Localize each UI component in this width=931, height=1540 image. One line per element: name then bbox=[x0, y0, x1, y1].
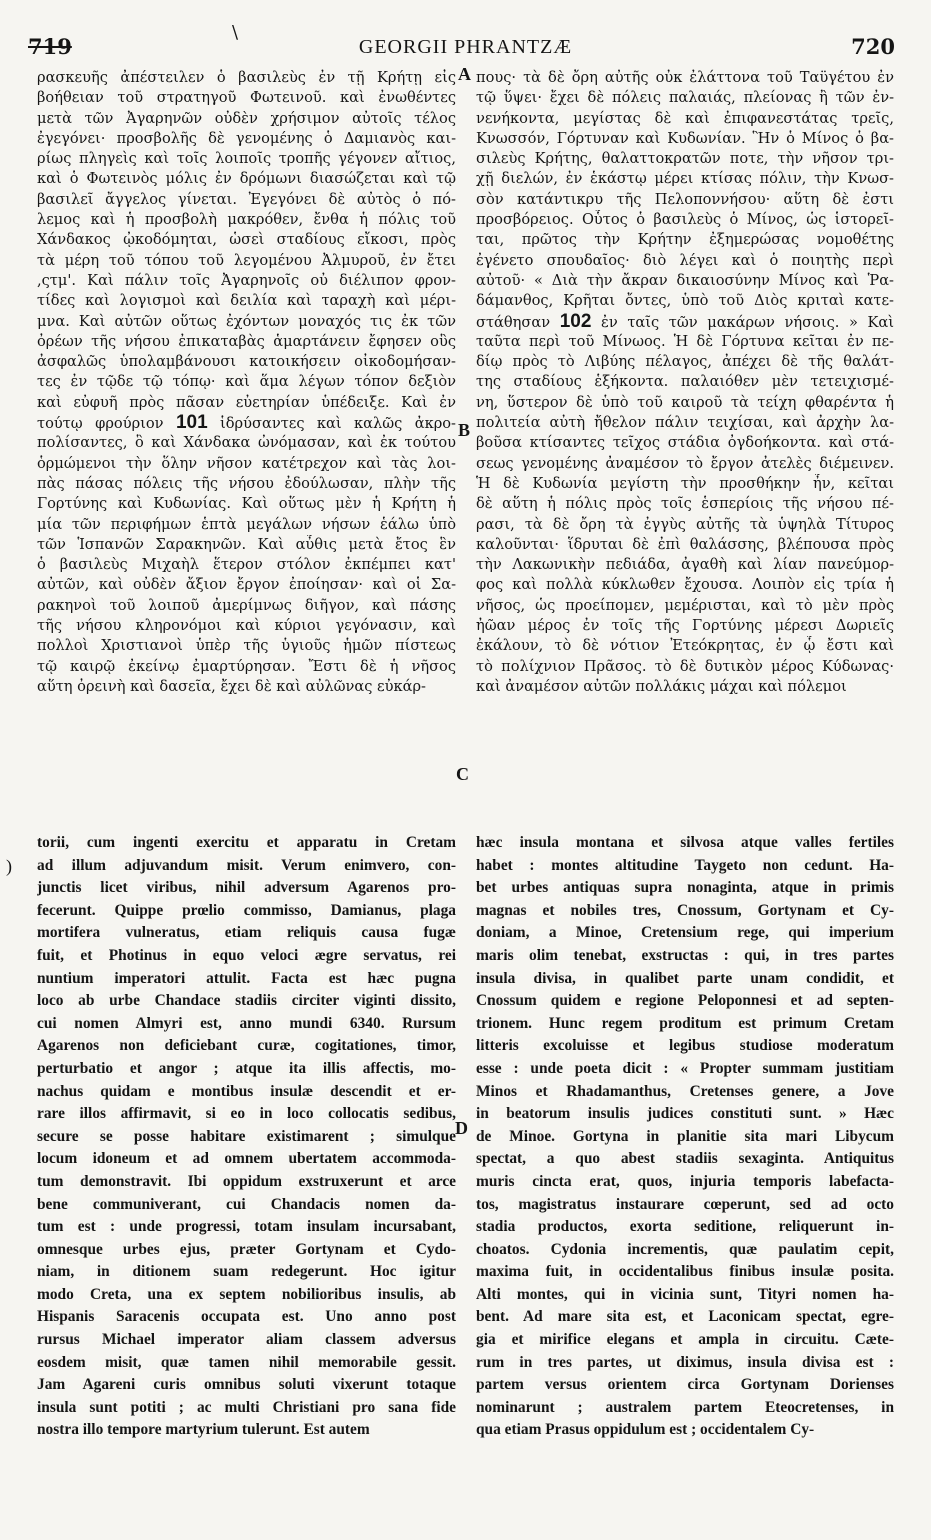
margin-letter-a: A bbox=[458, 64, 471, 84]
text-line: πὰς πάσας πόλεις τῆς νήσου ἐδούλωσαν, πλὴν τῆς bbox=[37, 474, 456, 492]
text-line: trionem. Hunc regem proditum est primum Cretam bbox=[476, 1014, 894, 1032]
text-line: δάμανθος, Κρῆται ὄντες, ὑπὸ τοῦ Διὸς κριταὶ κατε- bbox=[476, 292, 894, 310]
text-line: spectat, a quo abest stadiis sexaginta. Antiquitus bbox=[476, 1150, 894, 1168]
text-line: bent. Ad mare sita est, et Laconicam spectat, egre- bbox=[476, 1308, 894, 1326]
text-line: αὐτοῦ· « Διὰ τὴν ἄκραν δικαιοσύνην Μίνος καὶ Ῥα- bbox=[476, 271, 894, 289]
text-line: bet urbes antiquas supra nonaginta, atque in primis bbox=[476, 879, 894, 897]
text-line: τίδες καὶ λογισμοὶ καὶ δειλία καὶ ταραχὴ καὶ μέρι- bbox=[37, 292, 456, 310]
text-line: βοήθειαν τοῦ στρατηγοῦ Φωτεινοῦ. καὶ ἐνωθέντες bbox=[37, 89, 456, 107]
text-line: δὲ αὕτη ἡ πόλις πρὸς τοῖς ἑσπερίοις τῆς νήσου πέ- bbox=[476, 495, 894, 513]
text-line: ὁ βασιλεὺς Μιχαὴλ ἕτερον στόλον ἐκπέμπει κατ' bbox=[37, 556, 456, 574]
text-line: doniam, a Minoe, Cretensium rege, qui imperium bbox=[476, 924, 894, 942]
margin-tick-mark: \ bbox=[232, 22, 239, 43]
section-number: 101 bbox=[175, 413, 208, 434]
text-line: τῷ ὕψει· ἔχει δὲ πόλεις παλαιάς, πλείονας ἢ τῶν ἐν- bbox=[476, 89, 894, 107]
margin-parenthesis: ) bbox=[6, 856, 12, 876]
text-line: αὐτῶν, καὶ οὐδὲν ἄξιον ἔργον ἐποίησαν· καὶ οἱ Σα- bbox=[37, 576, 456, 594]
latin-column-right bbox=[476, 832, 894, 1442]
text-line: τὴν Λακωνικὴν πεδιάδα, ἀγαθὴ καὶ λίαν πανεύμορ- bbox=[476, 556, 894, 574]
text-line: ἀσφαλῶς ὑπολαμβάνουσι κατοικήσειν οἰκοδομήσαν- bbox=[37, 353, 456, 371]
text-line: perturbatio et angor ; atque ita illis affectis, mo- bbox=[37, 1059, 456, 1077]
text-line: καλοῦνται· ἵδρυται δὲ ἐπὶ θαλάσσης, βλέπουσα πρὸς bbox=[476, 535, 894, 553]
text-line: τὰ μέρη τοῦ τόπου τοῦ λεγομένου Ἀλμυροῦ, ἐν ἔτει bbox=[37, 251, 456, 269]
text-line: ὁρμώμενοι τὴν ὅλην νῆσον κατέτρεχον καὶ τὰς λοι- bbox=[37, 454, 456, 472]
text-line: νενήκοντα, μεγίστας δὲ καὶ ἐπιφανεστάτας τρεῖς, bbox=[476, 109, 894, 127]
text-line: χῇ διελών, ἐν ἑκάστῳ μέρει κτίσας πόλιν, τὴν Κνωσ- bbox=[476, 170, 894, 188]
text-line: σεως γενομένης ἀναμέσον τὸ ἔργον ἀτελὲς διέμεινεν. bbox=[476, 454, 894, 472]
text-line: nuntium imperatori attulit. Facta est hæc pugna bbox=[37, 969, 456, 987]
text-line: τες ἐν τῷδε τῷ τόπῳ· καὶ ἅμα λέγων τόπον δεξιὸν bbox=[37, 373, 456, 391]
text-line: τὸ πολίχνιον Πρᾶσος. τὸ δὲ δυτικὸν μέρος Κύδωνας· bbox=[476, 657, 894, 675]
text-line: insula divisa, in qualibet parte unam condidit, et bbox=[476, 969, 894, 987]
text-line: nachus quidam e montibus insulæ descendit et er- bbox=[37, 1082, 456, 1100]
text-line: φος καὶ πολλὰ κύκλωθεν ἔχουσα. Λοιπὸν εἰς τρία ἡ bbox=[476, 576, 894, 594]
text-line: τῶν Ἱσπανῶν Σαρακηνῶν. Καὶ αὖθις μετὰ ἔτος ἓν bbox=[37, 535, 456, 553]
text-line: μετὰ τῶν Ἀγαρηνῶν οὐδὲν χρήσιμον αὐτοῖς τέλος bbox=[37, 109, 456, 127]
text-line: ὀρέων τῆς νήσου ἐπικαταβὰς ἁμαρτάνειν ἔφησεν οὓς bbox=[37, 332, 456, 350]
section-number: 102 bbox=[559, 311, 592, 332]
text-line: σὸν κατάντικρυ τῆς Πελοποννήσου· αὕτη δὲ ἐστι bbox=[476, 190, 894, 208]
text-line: tum est : unde progressi, totam insulam incursabant, bbox=[37, 1218, 456, 1236]
text-line: ad illum adjuvandum misit. Verum enimvero, con- bbox=[37, 856, 456, 874]
text-line: Agarenos non deficiebant curæ, cogitationes, timor, bbox=[37, 1037, 456, 1055]
text-line: litteris excoluisse et legibus studiose moderatum bbox=[476, 1037, 894, 1055]
text-line: locum idoneum et ad omnem ubertatem accommoda- bbox=[37, 1150, 456, 1168]
text-line: Jam Agareni curis omnibus soluti vixerunt totaque bbox=[37, 1376, 456, 1394]
text-line: νῆσος, ὡς προείπομεν, μεμέρισται, καὶ τὸ μὲν πρὸς bbox=[476, 596, 894, 614]
text-line: ἠῶαν μέρος ἐν τοῖς τῆς Γορτύνης μέρεσι Δωριεῖς bbox=[476, 617, 894, 635]
text-line: niam, in ditionem suam redegerunt. Hoc igitur bbox=[37, 1263, 456, 1281]
text-line: μία τῶν περιφήμων ἑπτὰ μεγάλων νήσων ἑάλω ὑπὸ bbox=[37, 515, 456, 533]
text-line: maris olim tenebat, exstructas : qui, in tres partes bbox=[476, 946, 894, 964]
text-line: πολίσαντες, ὃ καὶ Χάνδακα ὠνόμασαν, καὶ ἐκ τούτου bbox=[37, 434, 456, 452]
margin-letter-b: B bbox=[458, 420, 471, 440]
text-line: nostra illo tempore martyrium tulerunt. Est autem bbox=[37, 1421, 370, 1439]
text-line: ταῦτα περὶ τοῦ Μίνωος. Ἡ δὲ Γόρτυνα κεῖται ἐν πε- bbox=[476, 332, 894, 350]
running-title: GEORGII PHRANTZÆ bbox=[358, 36, 573, 58]
text-line: tos, magistratus instaurare cœperunt, sed ad octo bbox=[476, 1195, 894, 1213]
text-line: λεμος καὶ ἡ προσβολὴ μακρόθεν, ἔνθα ἡ πόλις τοῦ bbox=[37, 211, 456, 229]
text-line: Γορτύνης καὶ Κυδωνίας. Καὶ οὕτως μὲν ἡ Κρήτη ἡ bbox=[37, 495, 456, 513]
text-line: in beatorum insulis judices constituti sunt. » Hæc bbox=[476, 1105, 894, 1123]
text-line: esse : unde poeta dicit : « Propter summam justitiam bbox=[476, 1059, 894, 1077]
text-line: torii, cum ingenti exercitu et apparatu in Cretam bbox=[37, 834, 456, 851]
text-line: loco ab urbe Chandace stadiis circiter viginti dissito, bbox=[37, 992, 456, 1010]
greek-column-right bbox=[476, 68, 894, 697]
text-line: omnesque urbes ejus, præter Gortynam et Cydo- bbox=[37, 1240, 456, 1258]
text-line: ἐκάλουν, τὸ δὲ νότιον Ἐτεόκρητας, ἐν ᾧ ἔστι καὶ bbox=[476, 637, 894, 655]
text-line: Hispanis Saracenis occupata est. Uno anno post bbox=[37, 1308, 456, 1326]
text-line: ,ςτμ'. Καὶ πάλιν τοῖς Ἀγαρηνοῖς οὐ διέλιπον φρον- bbox=[37, 271, 456, 289]
text-line: βασιλεῖ ἄγγελος γίνεται. Ἐγεγόνει δὲ αὐτὸς ὁ πό- bbox=[37, 190, 456, 208]
text-line: Χάνδακος ᾠκοδόμηται, ὡσεὶ σταδίους εἴκοσι, πρὸς bbox=[37, 231, 456, 249]
text-line: Minos et Rhadamanthus, Cretenses genere, a Jove bbox=[476, 1082, 894, 1100]
text-line: Ἡ δὲ Κυδωνία μεγίστη τὴν προσθήκην ἦν, κεῖται bbox=[476, 474, 894, 492]
text-line: hæc insula montana et silvosa atque valles fertiles bbox=[476, 834, 894, 851]
text-line: στάθησαν 102 ἐν ταῖς τῶν μακάρων νήσοις. » Καὶ bbox=[476, 311, 894, 332]
text-line: magnas et nobiles tres, Cnossum, Gortynam et Cy- bbox=[476, 901, 894, 919]
text-line: gia et mirifice elegans et ampla in circuitu. Cæte- bbox=[476, 1331, 894, 1349]
latin-column-left bbox=[37, 832, 456, 1442]
text-line: μνα. Καὶ αὐτῶν οὕτως ἐχόντων μοναχός τις ἐκ τῶν bbox=[37, 312, 456, 330]
text-line: δίῳ πρὸς τὸ Λιβύης πέλαγος, ἀπέχει δὲ τῆς θαλάτ- bbox=[476, 353, 894, 371]
text-line: insula sunt potiti ; ac multi Christiani pro sana fide bbox=[37, 1398, 456, 1416]
text-line: tum demonstravit. Ibi oppidum exstruxerunt et arce bbox=[37, 1172, 456, 1190]
text-line: habet : montes altitudine Taygeto non cedunt. Ha- bbox=[476, 856, 894, 874]
text-line: muris cincta erat, quos, injuria temporis labefacta- bbox=[476, 1172, 894, 1190]
text-line: ρασι, τὰ δὲ ὄρη τὰ ἐγγὺς αὐτῆς τὰ ὑψηλὰ Τίτυρος bbox=[476, 515, 894, 533]
text-line: Κνωσσόν, Γόρτυναν καὶ Κυδωνίαν. Ἣν ὁ Μίνος ὁ βα- bbox=[476, 129, 894, 147]
text-line: maxima fuit, in occidentalibus finibus insulæ posita. bbox=[476, 1263, 894, 1281]
text-line: βοῦσα κτίσαντες τεῖχος στάδια ὀγδοήκοντα. καὶ στά- bbox=[476, 434, 894, 452]
text-line: nominarunt ; australem partem Eteocretenses, in bbox=[476, 1398, 894, 1416]
text-line: eosdem misit, quæ tamen nihil memorabile gessit. bbox=[37, 1353, 456, 1371]
text-line: junctis licet viribus, nihil adversum Agarenos pro- bbox=[37, 879, 456, 897]
page-number-left: 719 bbox=[28, 34, 72, 59]
text-line: cui nomen Almyri est, anno mundi 6340. Rursum bbox=[37, 1014, 456, 1032]
text-line: πολιτεία αὐτὴ ἤθελον πάλιν τειχίσαι, καὶ ἀρχὴν λα- bbox=[476, 414, 894, 432]
text-line: fuit, et Photinus in equo veloci ægre servatus, rei bbox=[37, 946, 456, 964]
text-line: πους· τὰ δὲ ὄρη αὐτῆς οὐκ ἐλάττονα τοῦ Ταϋγέτου ἐν bbox=[476, 69, 894, 86]
text-line: choatos. Cydonia incrementis, quæ paulatim cepit, bbox=[476, 1240, 894, 1258]
text-line: τῆς νήσου κληρονόμοι καὶ κύριοι γεγόνασιν, καὶ bbox=[37, 617, 456, 635]
text-line: ἐγένετο σπουδαῖος· διὸ λέγει καὶ ὁ ποιητὴς περὶ bbox=[476, 251, 894, 269]
text-line: ἐγεγόνει· προσβολῆς δὲ γενομένης ὁ Δαμιανὸς και- bbox=[37, 129, 456, 147]
text-line: de Minoe. Gortyna in planitie sita mari Libycum bbox=[476, 1127, 894, 1145]
text-line: προσβόρειος. Οὗτος ὁ βασιλεὺς ὁ Μίνος, ὡς ἱστορεῖ- bbox=[476, 211, 894, 229]
text-line: τῷ καιρῷ ἐκείνῳ ἐμαρτύρησαν. Ἔστι δὲ ἡ νῆσος bbox=[37, 657, 456, 675]
text-line: ρασκευῆς ἀπέστειλεν ὁ βασιλεὺς ἐν τῇ Κρήτῃ εἰς bbox=[37, 69, 456, 86]
greek-column-left bbox=[37, 68, 456, 697]
text-line: fecerunt. Quippe prœlio commisso, Damianus, plaga bbox=[37, 901, 456, 919]
text-line: bene communiverant, cui Chandacis nomen da- bbox=[37, 1195, 456, 1213]
text-line: qua etiam Prasus oppidulum est ; occidentalem Cy- bbox=[476, 1421, 815, 1439]
text-line: σιλεὺς Κρήτης, θαλαττοκρατῶν ποτε, τὴν νῆσον τρι- bbox=[476, 150, 894, 168]
text-line: πολλοὶ Χριστιανοὶ ὑπὲρ τῆς ὑγιοῦς ἡμῶν πίστεως bbox=[37, 637, 456, 655]
text-line: Cnossum quidem e regione Peloponnesi et ad septen- bbox=[476, 992, 894, 1010]
margin-letter-c: C bbox=[456, 764, 469, 784]
text-line: stadia productos, exorta seditione, reliquerunt in- bbox=[476, 1218, 894, 1236]
text-line: ρίως πληγεὶς καὶ τοῖς λοιποῖς τροπῆς γέγονεν αἴτιος, bbox=[37, 150, 456, 168]
text-line: partem versus orientem circa Gortynam Dorienses bbox=[476, 1376, 894, 1394]
text-line: mortifera vulneratus, etiam reliquis causa fugæ bbox=[37, 924, 456, 942]
text-line: αὕτη ὀρεινὴ καὶ δασεῖα, ἔχει δὲ καὶ αὐλῶνας εὐκάρ- bbox=[37, 677, 426, 695]
text-line: modo Creta, una ex septem nobilioribus insulis, ab bbox=[37, 1285, 456, 1303]
text-line: καὶ ἀναμέσον αὐτῶν πολλάκις μάχαι καὶ πόλεμοι bbox=[476, 677, 847, 695]
text-line: ρακηνοὶ τοῦ λοιποῦ ἀμερίμνως διῆγον, καὶ πάσης bbox=[37, 596, 456, 614]
text-line: καὶ εὐφυῆ πρὸς πᾶσαν εὐετηρίαν ὑπέδειξε. Καὶ ἐν bbox=[37, 393, 456, 411]
text-line: rum in tres partes, ut diximus, insula divisa est : bbox=[476, 1353, 894, 1371]
text-line: τούτῳ φρούριον 101 ἱδρύσαντες καὶ καλῶς ἀκρο- bbox=[37, 413, 456, 434]
margin-letter-d: D bbox=[455, 1118, 468, 1138]
text-line: καὶ ὁ Φωτεινὸς μόλις ἐν δρόμωνι διασώζεται καὶ τῷ bbox=[37, 170, 456, 188]
text-line: νη, ὕστερον δὲ ὑπὸ τοῦ καιροῦ τὰ τείχη φθαρέντα ἡ bbox=[476, 393, 894, 411]
text-line: rursus Michael imperator aliam classem adversus bbox=[37, 1331, 456, 1349]
text-line: ται, πρῶτος τὴν Κρήτην ἐξημερώσας νομοθέτης bbox=[476, 231, 894, 249]
text-line: secure se posse habitare existimarent ; simulque bbox=[37, 1127, 456, 1145]
text-line: της σταδίους ἑξήκοντα. παλαιόθεν μὲν τετειχισμέ- bbox=[476, 373, 894, 391]
page-header bbox=[0, 22, 931, 66]
text-line: rare illos affirmavit, si eo in loco collocatis sedibus, bbox=[37, 1105, 456, 1123]
text-line: Alti montes, qui in vicinia sunt, Tityri nomen ha- bbox=[476, 1285, 894, 1303]
page-number-right: 720 bbox=[851, 34, 895, 59]
